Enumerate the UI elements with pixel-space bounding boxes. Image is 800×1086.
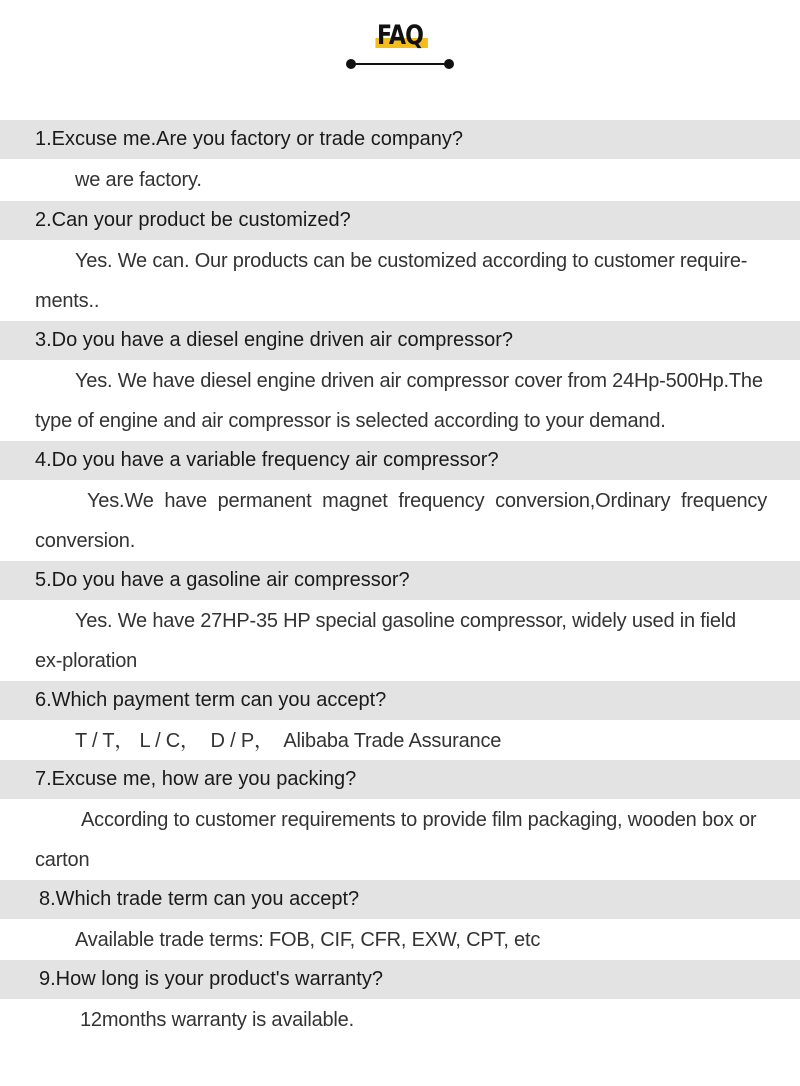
faq-answer-9-text: 12months warranty is available. xyxy=(80,1009,354,1031)
faq-answer-4 xyxy=(0,481,800,561)
title-wrap xyxy=(0,18,800,54)
faq-question-8: 8.Which trade term can you accept? xyxy=(0,880,800,919)
title-divider xyxy=(351,63,449,65)
faq-question-1: 1.Excuse me.Are you factory or trade company? xyxy=(0,120,800,159)
faq-answer-6 xyxy=(0,721,800,760)
faq-answer-1-text: we are factory. xyxy=(75,169,202,191)
faq-answer-2 xyxy=(0,241,800,321)
faq-answer-9 xyxy=(0,1000,800,1040)
faq-question-4: 4.Do you have a variable frequency air compressor? xyxy=(0,441,800,480)
faq-question-7: 7.Excuse me, how are you packing? xyxy=(0,760,800,799)
faq-answer-5 xyxy=(0,601,800,681)
page-title-text: FAQ xyxy=(376,20,424,51)
faq-question-2: 2.Can your product be customized? xyxy=(0,201,800,240)
divider-dot-right xyxy=(444,59,454,69)
faq-answer-8-text: Available trade terms: FOB, CIF, CFR, EXW, CPT, etc xyxy=(75,929,541,951)
faq-answer-3-text: Yes. We have diesel engine driven air compressor cover from 24Hp-500Hp.The type of engine and air compressor is selected according to your demand. xyxy=(35,370,763,432)
faq-list xyxy=(0,120,800,1040)
faq-answer-2-text: Yes. We can. Our products can be customized according to customer require-ments.. xyxy=(35,250,748,312)
faq-question-3: 3.Do you have a diesel engine driven air compressor? xyxy=(0,321,800,360)
faq-answer-7-text: According to customer requirements to provide film packaging, wooden box or carton xyxy=(35,809,757,871)
faq-answer-4-text: Yes.We have permanent magnet frequency conversion,Ordinary frequency conversion. xyxy=(35,490,767,552)
faq-question-5: 5.Do you have a gasoline air compressor? xyxy=(0,561,800,600)
faq-answer-6-text: T / T， L / C， D / P， Alibaba Trade Assurance xyxy=(75,730,502,752)
faq-answer-3 xyxy=(0,361,800,441)
faq-header xyxy=(0,0,800,90)
faq-answer-7 xyxy=(0,800,800,880)
faq-answer-5-text: Yes. We have 27HP-35 HP special gasoline compressor, widely used in field ex-ploration xyxy=(35,610,736,672)
faq-question-9: 9.How long is your product's warranty? xyxy=(0,960,800,999)
page-title xyxy=(374,18,427,54)
faq-question-6: 6.Which payment term can you accept? xyxy=(0,681,800,720)
faq-answer-8 xyxy=(0,920,800,960)
faq-answer-1 xyxy=(0,160,800,201)
